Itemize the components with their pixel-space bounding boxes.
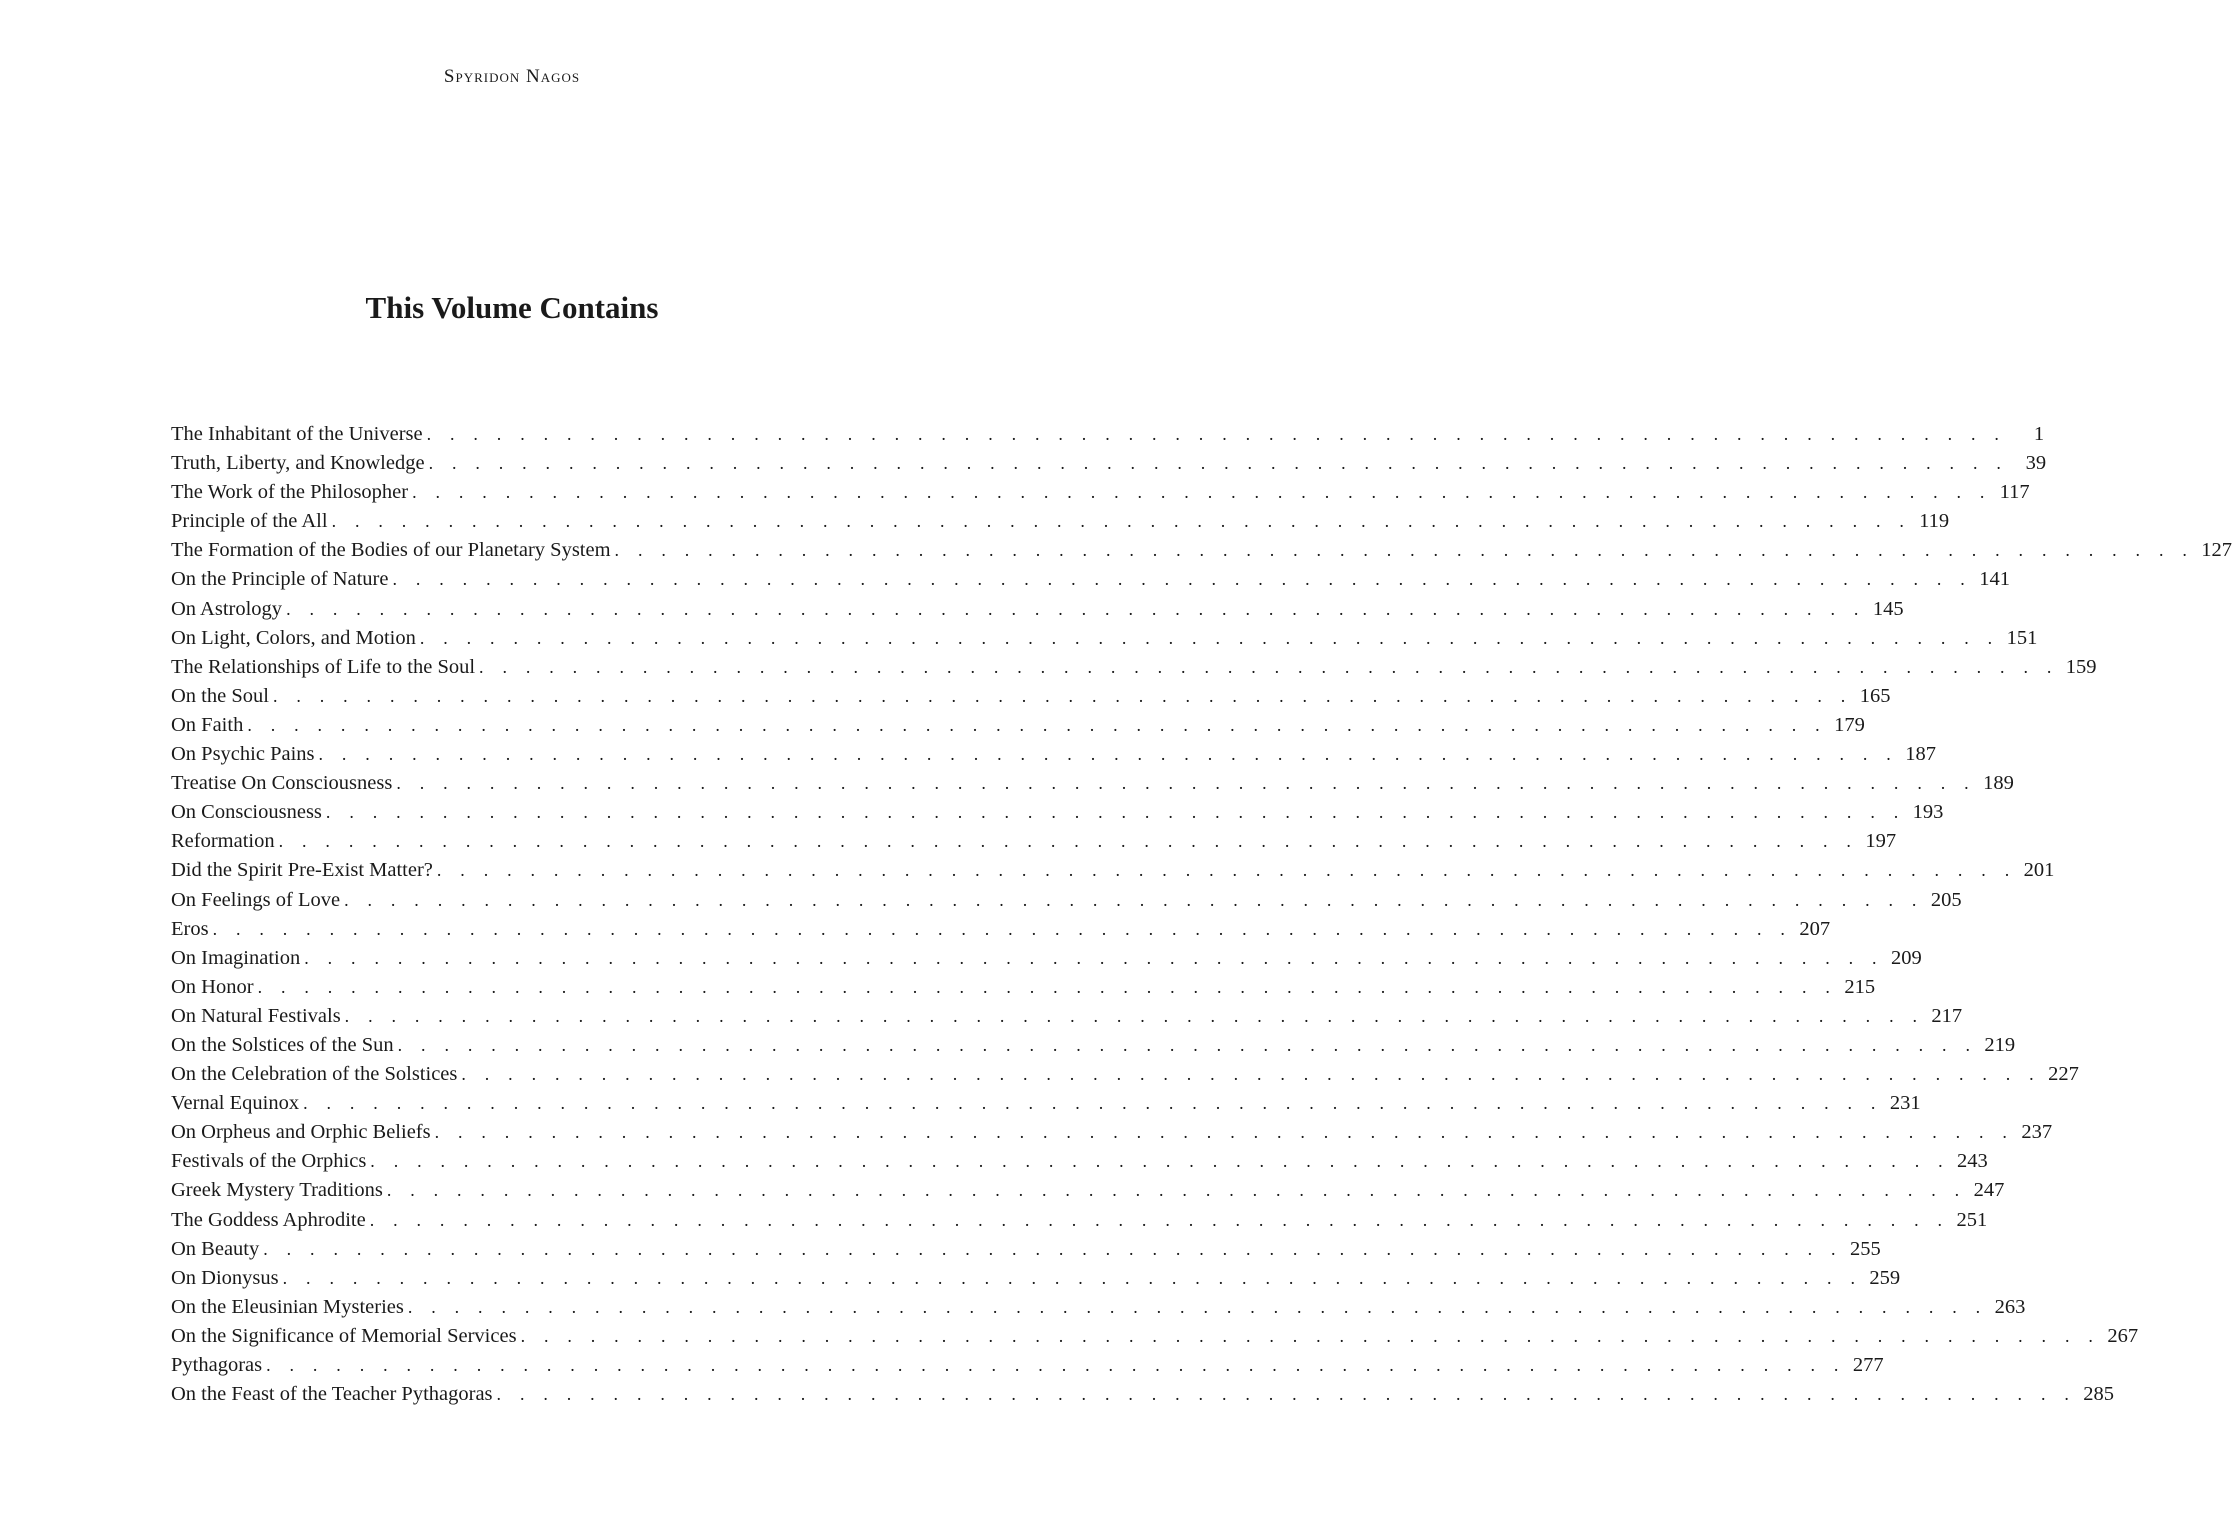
toc-entry-page-number: 217 bbox=[1931, 1004, 1963, 1027]
toc-dot-leader: . . . . . . . . . . . . . . . . . . . . . . . . . . . . . . . . . . . . . . . . . . . . . . . . . . . . . . . . . . . . . . . . . . . . bbox=[369, 1209, 1950, 1230]
toc-entry[interactable] bbox=[171, 975, 1876, 1005]
toc-entry-page-number: 263 bbox=[1994, 1295, 2026, 1318]
toc-entry[interactable] bbox=[171, 830, 1897, 859]
toc-entry[interactable] bbox=[171, 1383, 2115, 1412]
toc-entry-page-number: 277 bbox=[1852, 1354, 1884, 1376]
toc-dot-leader: . . . . . . . . . . . . . . . . . . . . . . . . . . . . . . . . . . . . . . . . . . . . . . . . . . . . . . . . . . . . . . . . . . . . bbox=[272, 685, 1853, 706]
toc-entry[interactable] bbox=[171, 1150, 1988, 1179]
toc-entry-page-number: 141 bbox=[1979, 568, 2010, 591]
toc-entry-page-number: 255 bbox=[1850, 1237, 1881, 1260]
toc-dot-leader: . . . . . . . . . . . . . . . . . . . . . . . . . . . . . . . . . . . . . . . . . . . . . . . . . . . . . . . . . . . . . . . . . . . . bbox=[370, 1151, 1950, 1172]
toc-entry-title: On Natural Festivals bbox=[171, 1004, 341, 1027]
toc-dot-leader: . . . . . . . . . . . . . . . . . . . . . . . . . . . . . . . . . . . . . . . . . . . . . . . . . . . . . . . . . . . . . . . . . . . . bbox=[436, 860, 2017, 881]
toc-entry-page-number: 189 bbox=[1983, 772, 2014, 795]
toc-entry-title: Greek Mystery Traditions bbox=[171, 1179, 383, 1202]
table-of-contents bbox=[171, 423, 2232, 1412]
toc-entry-title: On the Solstices of the Sun bbox=[171, 1033, 394, 1056]
toc-entry[interactable] bbox=[171, 655, 2097, 685]
toc-entry-page-number: 207 bbox=[1799, 917, 1831, 940]
toc-dot-leader: . . . . . . . . . . . . . . . . . . . . . . . . . . . . . . . . . . . . . . . . . . . . . . . . . . . . . . . . . . . . . . . . . . . . bbox=[461, 1064, 2041, 1085]
toc-entry[interactable] bbox=[171, 1208, 1988, 1238]
toc-entry[interactable] bbox=[171, 946, 1922, 976]
toc-entry-page-number: 267 bbox=[2107, 1324, 2139, 1347]
toc-entry[interactable] bbox=[171, 626, 2038, 656]
toc-entry-title: Did the Spirit Pre-Exist Matter? bbox=[171, 859, 433, 882]
toc-entry-page-number: 1 bbox=[2033, 423, 2045, 445]
toc-entry-title: On Dionysus bbox=[171, 1266, 279, 1289]
toc-dot-leader: . . . . . . . . . . . . . . . . . . . . . . . . . . . . . . . . . . . . . . . . . . . . . . . . . . . . . . . . . . . . . . . . . . . . bbox=[257, 976, 1838, 997]
toc-entry[interactable] bbox=[171, 1266, 1901, 1296]
toc-entry-title: Truth, Liberty, and Knowledge bbox=[171, 452, 425, 475]
toc-dot-leader: . . . . . . . . . . . . . . . . . . . . . . . . . . . . . . . . . . . . . . . . . . . . . . . . . . . . . . . . . . . . . . . . . . . . bbox=[278, 831, 1859, 852]
toc-dot-leader: . . . . . . . . . . . . . . . . . . . . . . . . . . . . . . . . . . . . . . . . . . . . . . . . . . . . . . . . . . . . . . . . . . . . bbox=[247, 714, 1827, 735]
toc-dot-leader: . . . . . . . . . . . . . . . . . . . . . . . . . . . . . . . . . . . . . . . . . . . . . . . . . . . . . . . . . . . . . . . . . . . . bbox=[386, 1180, 1967, 1201]
toc-dot-leader: . . . . . . . . . . . . . . . . . . . . . . . . . . . . . . . . . . . . . . . . . . . . . . . . . . . . . . . . . . . . . . . . . . . . bbox=[304, 947, 1884, 968]
toc-entry-title: On the Feast of the Teacher Pythagoras bbox=[171, 1383, 493, 1406]
toc-entry-title: On Honor bbox=[171, 975, 254, 998]
toc-dot-leader: . . . . . . . . . . . . . . . . . . . . . . . . . . . . . . . . . . . . . . . . . . . . . . . . . . . . . . . . . . . . . . . . . . . . bbox=[282, 1267, 1863, 1288]
toc-entry-page-number: 227 bbox=[2048, 1063, 2079, 1086]
toc-entry[interactable] bbox=[171, 481, 2030, 510]
toc-entry-title: Festivals of the Orphics bbox=[171, 1150, 367, 1173]
toc-dot-leader: . . . . . . . . . . . . . . . . . . . . . . . . . . . . . . . . . . . . . . . . . . . . . . . . . . . . . . . . . . . . . . . . . . . . bbox=[396, 773, 1976, 794]
toc-entry-page-number: 201 bbox=[2023, 859, 2055, 882]
toc-entry-title: On the Significance of Memorial Services bbox=[171, 1324, 517, 1347]
toc-entry-page-number: 127 bbox=[2201, 539, 2232, 562]
toc-dot-leader: . . . . . . . . . . . . . . . . . . . . . . . . . . . . . . . . . . . . . . . . . . . . . . . . . . . . . . . . . . . . . . . . . . . . bbox=[397, 1034, 1978, 1055]
toc-entry[interactable] bbox=[171, 743, 1936, 772]
toc-entry[interactable] bbox=[171, 1295, 2026, 1325]
toc-entry[interactable] bbox=[171, 1121, 2053, 1150]
toc-dot-leader: . . . . . . . . . . . . . . . . . . . . . . . . . . . . . . . . . . . . . . . . . . . . . . . . . . . . . . . . . . . . . . . . . . . . bbox=[286, 598, 1866, 619]
toc-dot-leader: . . . . . . . . . . . . . . . . . . . . . . . . . . . . . . . . . . . . . . . . . . . . . . . . . . . . . . . . . . . . . . . . . . . . bbox=[344, 889, 1924, 910]
toc-entry[interactable] bbox=[171, 452, 2047, 481]
toc-entry[interactable] bbox=[171, 1063, 2079, 1092]
toc-dot-leader: . . . . . . . . . . . . . . . . . . . . . . . . . . . . . . . . . . . . . . . . . . . . . . . . . . . . . . . . . . . . . . . . . . . . bbox=[344, 1005, 1925, 1026]
toc-entry[interactable] bbox=[171, 772, 2014, 801]
toc-dot-leader: . . . . . . . . . . . . . . . . . . . . . . . . . . . . . . . . . . . . . . . . . . . . . . . . . . . . . . . . . . . . . . . . . . . . bbox=[212, 918, 1793, 939]
toc-entry-title: The Inhabitant of the Universe bbox=[171, 423, 423, 445]
toc-entry[interactable] bbox=[171, 1324, 2139, 1354]
toc-entry-title: The Relationships of Life to the Soul bbox=[171, 655, 476, 678]
toc-entry-title: The Goddess Aphrodite bbox=[171, 1208, 366, 1231]
toc-entry-page-number: 179 bbox=[1834, 713, 1865, 736]
toc-entry-title: On Psychic Pains bbox=[171, 743, 315, 766]
toc-entry-page-number: 159 bbox=[2065, 655, 2097, 678]
toc-entry-page-number: 259 bbox=[1869, 1266, 1901, 1289]
toc-entry-page-number: 231 bbox=[1889, 1092, 1921, 1115]
toc-entry-title: Vernal Equinox bbox=[171, 1092, 300, 1115]
toc-dot-leader: . . . . . . . . . . . . . . . . . . . . . . . . . . . . . . . . . . . . . . . . . . . . . . . . . . . . . . . . . . . . . . . . . . . . bbox=[392, 569, 1972, 590]
toc-entry-title: Principle of the All bbox=[171, 510, 328, 533]
toc-entry[interactable] bbox=[171, 1092, 1921, 1121]
page-title: This Volume Contains bbox=[365, 290, 659, 325]
toc-entry-page-number: 193 bbox=[1912, 801, 1944, 824]
toc-entry-page-number: 219 bbox=[1984, 1033, 2016, 1056]
toc-entry[interactable] bbox=[171, 1033, 2016, 1063]
toc-entry-title: On Astrology bbox=[171, 597, 283, 620]
toc-entry[interactable] bbox=[171, 1354, 1884, 1383]
toc-entry-page-number: 251 bbox=[1956, 1208, 1988, 1231]
toc-dot-leader: . . . . . . . . . . . . . . . . . . . . . . . . . . . . . . . . . . . . . . . . . . . . . . . . . . . . . . . . . . . . . . . . . . . . bbox=[318, 744, 1898, 765]
toc-dot-leader: . . . . . . . . . . . . . . . . . . . . . . . . . . . . . . . . . . . . . . . . . . . . . . . . . . . . . . . . . . . . . . . . . . . . bbox=[520, 1325, 2101, 1346]
toc-entry-page-number: 243 bbox=[1957, 1150, 1988, 1173]
toc-entry-title: The Work of the Philosopher bbox=[171, 481, 409, 504]
toc-entry-title: Reformation bbox=[171, 830, 275, 853]
toc-dot-leader: . . . . . . . . . . . . . . . . . . . . . . . . . . . . . . . . . . . . . . . . . . . . . . . . . . . . . . . . . . . . . . . . . . . . bbox=[434, 1122, 2015, 1143]
toc-entry-page-number: 39 bbox=[2025, 452, 2047, 475]
toc-entry[interactable] bbox=[171, 801, 1944, 830]
toc-entry-title: Eros bbox=[171, 917, 209, 940]
toc-entry-page-number: 187 bbox=[1905, 743, 1936, 766]
toc-entry-page-number: 247 bbox=[1973, 1179, 2005, 1202]
toc-entry[interactable] bbox=[171, 713, 1865, 743]
toc-dot-leader: . . . . . . . . . . . . . . . . . . . . . . . . . . . . . . . . . . . . . . . . . . . . . . . . . . . . . . . . . . . . . . . . . . . . bbox=[426, 424, 2007, 444]
toc-entry-title: On Beauty bbox=[171, 1237, 260, 1260]
toc-entry-title: The Formation of the Bodies of our Planetary System bbox=[171, 539, 611, 562]
toc-entry[interactable] bbox=[171, 1237, 1881, 1267]
toc-entry-page-number: 117 bbox=[1999, 481, 2030, 504]
toc-entry[interactable] bbox=[171, 539, 2232, 568]
toc-entry-page-number: 151 bbox=[2006, 626, 2038, 649]
toc-dot-leader: . . . . . . . . . . . . . . . . . . . . . . . . . . . . . . . . . . . . . . . . . . . . . . . . . . . . . . . . . . . . . . . . . . . . bbox=[412, 482, 1992, 503]
toc-dot-leader: . . . . . . . . . . . . . . . . . . . . . . . . . . . . . . . . . . . . . . . . . . . . . . . . . . . . . . . . . . . . . . . . . . . . bbox=[266, 1355, 1846, 1375]
toc-entry-page-number: 209 bbox=[1891, 946, 1922, 969]
toc-dot-leader: . . . . . . . . . . . . . . . . . . . . . . . . . . . . . . . . . . . . . . . . . . . . . . . . . . . . . . . . . . . . . . . . . . . . bbox=[303, 1093, 1883, 1114]
toc-entry[interactable] bbox=[171, 684, 1891, 714]
toc-entry-title: On Light, Colors, and Motion bbox=[171, 626, 416, 649]
toc-entry-page-number: 119 bbox=[1919, 510, 1950, 533]
toc-entry-title: On Feelings of Love bbox=[171, 888, 341, 911]
toc-entry[interactable] bbox=[171, 859, 2055, 888]
toc-dot-leader: . . . . . . . . . . . . . . . . . . . . . . . . . . . . . . . . . . . . . . . . . . . . . . . . . . . . . . . . . . . . . . . . . . . . bbox=[331, 511, 1912, 532]
toc-entry-title: On Orpheus and Orphic Beliefs bbox=[171, 1121, 431, 1144]
toc-entry-title: On the Soul bbox=[171, 684, 269, 707]
toc-entry-title: On Faith bbox=[171, 713, 244, 736]
toc-entry[interactable] bbox=[171, 423, 2045, 452]
toc-dot-leader: . . . . . . . . . . . . . . . . . . . . . . . . . . . . . . . . . . . . . . . . . . . . . . . . . . . . . . . . . . . . . . . . . . . . bbox=[496, 1384, 2077, 1405]
toc-entry-page-number: 205 bbox=[1930, 888, 1962, 911]
toc-entry-page-number: 145 bbox=[1872, 597, 1904, 620]
toc-entry-page-number: 215 bbox=[1844, 975, 1876, 998]
toc-entry-title: Treatise On Consciousness bbox=[171, 772, 393, 795]
toc-entry-page-number: 237 bbox=[2021, 1121, 2053, 1144]
toc-entry-title: On Imagination bbox=[171, 946, 301, 969]
toc-dot-leader: . . . . . . . . . . . . . . . . . . . . . . . . . . . . . . . . . . . . . . . . . . . . . . . . . . . . . . . . . . . . . . . . . . . . bbox=[419, 627, 2000, 648]
toc-entry-page-number: 197 bbox=[1865, 830, 1897, 853]
running-head: Spyridon Nagos bbox=[443, 66, 581, 87]
toc-entry-title: Pythagoras bbox=[171, 1354, 263, 1376]
toc-dot-leader: . . . . . . . . . . . . . . . . . . . . . . . . . . . . . . . . . . . . . . . . . . . . . . . . . . . . . . . . . . . . . . . . . . . . bbox=[614, 540, 2195, 561]
toc-dot-leader: . . . . . . . . . . . . . . . . . . . . . . . . . . . . . . . . . . . . . . . . . . . . . . . . . . . . . . . . . . . . . . . . . . . . bbox=[407, 1296, 1988, 1317]
toc-entry-title: On the Celebration of the Solstices bbox=[171, 1063, 458, 1086]
toc-entry-page-number: 285 bbox=[2083, 1383, 2115, 1406]
toc-entry-title: On Consciousness bbox=[171, 801, 322, 824]
toc-entry-title: On the Principle of Nature bbox=[171, 568, 389, 591]
toc-entry-title: On the Eleusinian Mysteries bbox=[171, 1295, 404, 1318]
toc-entry[interactable] bbox=[171, 597, 1904, 627]
toc-entry[interactable] bbox=[171, 568, 2010, 597]
toc-dot-leader: . . . . . . . . . . . . . . . . . . . . . . . . . . . . . . . . . . . . . . . . . . . . . . . . . . . . . . . . . . . . . . . . . . . . bbox=[325, 802, 1906, 823]
toc-entry[interactable] bbox=[171, 917, 1831, 947]
toc-entry[interactable] bbox=[171, 1179, 2005, 1208]
toc-entry-page-number: 165 bbox=[1859, 684, 1891, 707]
toc-entry[interactable] bbox=[171, 1004, 1963, 1034]
toc-dot-leader: . . . . . . . . . . . . . . . . . . . . . . . . . . . . . . . . . . . . . . . . . . . . . . . . . . . . . . . . . . . . . . . . . . . . bbox=[428, 453, 2009, 474]
toc-dot-leader: . . . . . . . . . . . . . . . . . . . . . . . . . . . . . . . . . . . . . . . . . . . . . . . . . . . . . . . . . . . . . . . . . . . . bbox=[479, 656, 2059, 677]
toc-entry[interactable] bbox=[171, 888, 1962, 918]
toc-dot-leader: . . . . . . . . . . . . . . . . . . . . . . . . . . . . . . . . . . . . . . . . . . . . . . . . . . . . . . . . . . . . . . . . . . . . bbox=[263, 1238, 1843, 1259]
toc-entry[interactable] bbox=[171, 510, 1950, 539]
